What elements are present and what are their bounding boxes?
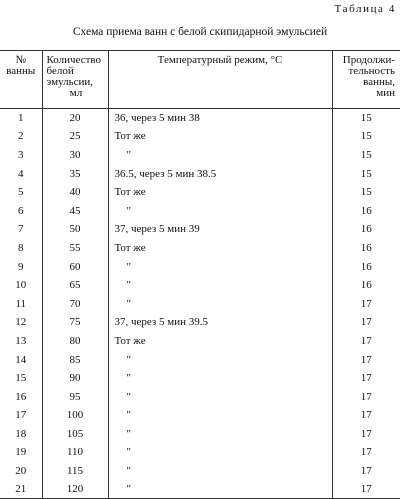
table-row	[0, 183, 400, 202]
temperature-cell: "	[108, 425, 332, 444]
emulsion-amount-cell: 25	[42, 127, 108, 146]
temperature-cell: Тот же	[108, 183, 332, 202]
bath-number-cell: 19	[15, 446, 27, 459]
header-line: Температурный режим, °С	[157, 54, 283, 66]
bath-number-cell: 2	[18, 130, 24, 143]
bath-number-cell: 18	[15, 427, 27, 440]
header-line: мин	[376, 87, 395, 99]
emulsion-amount-cell: 35	[42, 164, 108, 183]
bath-number-cell: 9	[18, 260, 24, 273]
header-bath-number	[0, 51, 42, 109]
table-header-row	[0, 51, 400, 109]
duration-cell: 17	[332, 462, 400, 481]
table-row	[0, 406, 400, 425]
duration-cell: 17	[332, 369, 400, 388]
temperature-cell: Тот же	[108, 239, 332, 258]
bath-number-cell: 17	[15, 409, 27, 422]
duration-cell: 17	[332, 350, 400, 369]
duration-cell: 16	[332, 201, 400, 220]
temperature-cell: Тот же	[108, 332, 332, 351]
bath-schedule-table	[0, 50, 400, 499]
table-row	[0, 220, 400, 239]
header-temperature-mode	[108, 51, 332, 109]
table-row	[0, 146, 400, 165]
duration-cell: 16	[332, 257, 400, 276]
duration-cell: 15	[332, 183, 400, 202]
table-row	[0, 294, 400, 313]
bath-number-cell: 1	[18, 112, 24, 125]
table-row	[0, 313, 400, 332]
header-line: №	[15, 54, 26, 66]
temperature-cell: "	[108, 146, 332, 165]
bath-number-cell: 11	[15, 297, 27, 310]
table-row	[0, 164, 400, 183]
temperature-cell: "	[108, 387, 332, 406]
temperature-cell: "	[108, 276, 332, 295]
bath-number-cell: 3	[18, 148, 24, 161]
bath-number-cell: 20	[15, 465, 27, 478]
emulsion-amount-cell: 100	[42, 406, 108, 425]
duration-cell: 17	[332, 443, 400, 462]
temperature-cell: "	[108, 257, 332, 276]
temperature-cell: "	[108, 462, 332, 481]
bath-number-cell: 21	[0, 480, 42, 499]
emulsion-amount-cell: 20	[42, 109, 108, 128]
emulsion-amount-cell: 40	[42, 183, 108, 202]
header-line: ванны	[6, 65, 36, 77]
duration-cell: 16	[332, 220, 400, 239]
duration-cell: 15	[332, 127, 400, 146]
table-title: Схема приема ванн с белой скипидарной эмульсией	[72, 26, 328, 38]
temperature-cell: Тот же	[108, 127, 332, 146]
bath-number-cell: 6	[18, 204, 24, 217]
emulsion-amount-cell: 110	[42, 443, 108, 462]
header-line: белой	[46, 65, 74, 77]
bath-number-cell: 5	[18, 186, 24, 199]
table-row	[0, 257, 400, 276]
table-row	[0, 443, 400, 462]
table-row	[0, 276, 400, 295]
bath-number-cell: 7	[18, 223, 24, 236]
emulsion-amount-cell: 30	[42, 146, 108, 165]
table-row	[0, 201, 400, 220]
table-row	[0, 425, 400, 444]
temperature-cell: "	[108, 443, 332, 462]
table-row	[0, 369, 400, 388]
header-emulsion-amount	[42, 51, 108, 109]
table-body	[0, 109, 400, 499]
emulsion-amount-cell: 120	[42, 480, 108, 499]
duration-cell: 15	[332, 146, 400, 165]
header-line: Количество	[46, 54, 102, 66]
emulsion-amount-cell: 55	[42, 239, 108, 258]
table-row	[0, 109, 400, 128]
bath-number-cell: 15	[15, 372, 27, 385]
temperature-cell: "	[108, 201, 332, 220]
header-line: ванны,	[363, 76, 395, 88]
emulsion-amount-cell: 85	[42, 350, 108, 369]
temperature-cell: 36, через 5 мин 38	[108, 109, 332, 128]
emulsion-amount-cell: 70	[42, 294, 108, 313]
table-row	[0, 480, 400, 499]
bath-number-cell: 16	[15, 390, 27, 403]
bath-number-cell: 14	[15, 353, 27, 366]
emulsion-amount-cell: 65	[42, 276, 108, 295]
table-row	[0, 387, 400, 406]
temperature-cell: "	[108, 294, 332, 313]
temperature-cell: 36.5, через 5 мин 38.5	[108, 164, 332, 183]
bath-number-cell: 10	[15, 279, 27, 292]
table-number-label: Таблица 4	[334, 3, 396, 15]
duration-cell: 17	[332, 387, 400, 406]
temperature-cell: "	[108, 406, 332, 425]
emulsion-amount-cell: 45	[42, 201, 108, 220]
duration-cell: 16	[332, 276, 400, 295]
table-row	[0, 239, 400, 258]
header-line: Продолжи-	[342, 54, 395, 66]
header-bath-duration	[332, 51, 400, 109]
temperature-cell: 37, через 5 мин 39.5	[108, 313, 332, 332]
header-line: эмульсии,	[46, 76, 94, 88]
table-row	[0, 350, 400, 369]
emulsion-amount-cell: 115	[42, 462, 108, 481]
table-header	[0, 51, 400, 109]
emulsion-amount-cell: 60	[42, 257, 108, 276]
temperature-cell: 37, через 5 мин 39	[108, 220, 332, 239]
duration-cell: 17	[332, 406, 400, 425]
bath-number-cell: 4	[18, 167, 24, 180]
duration-cell: 15	[332, 109, 400, 128]
emulsion-amount-cell: 75	[42, 313, 108, 332]
duration-cell: 17	[332, 313, 400, 332]
bath-number-cell: 8	[18, 241, 24, 254]
bath-number-cell: 12	[15, 316, 27, 329]
duration-cell: 15	[332, 164, 400, 183]
emulsion-amount-cell: 105	[42, 425, 108, 444]
header-line: мл	[69, 87, 83, 99]
duration-cell: 17	[332, 332, 400, 351]
emulsion-amount-cell: 95	[42, 387, 108, 406]
emulsion-amount-cell: 90	[42, 369, 108, 388]
table-row	[0, 127, 400, 146]
duration-cell: 17	[332, 425, 400, 444]
temperature-cell: "	[108, 369, 332, 388]
table-row	[0, 332, 400, 351]
duration-cell: 17	[332, 294, 400, 313]
emulsion-amount-cell: 50	[42, 220, 108, 239]
temperature-cell: "	[108, 350, 332, 369]
table-row	[0, 462, 400, 481]
duration-cell: 16	[332, 239, 400, 258]
header-line: тельность	[348, 65, 395, 77]
emulsion-amount-cell: 80	[42, 332, 108, 351]
duration-cell: 17	[332, 480, 400, 499]
temperature-cell: "	[108, 480, 332, 499]
bath-number-cell: 13	[15, 334, 27, 347]
